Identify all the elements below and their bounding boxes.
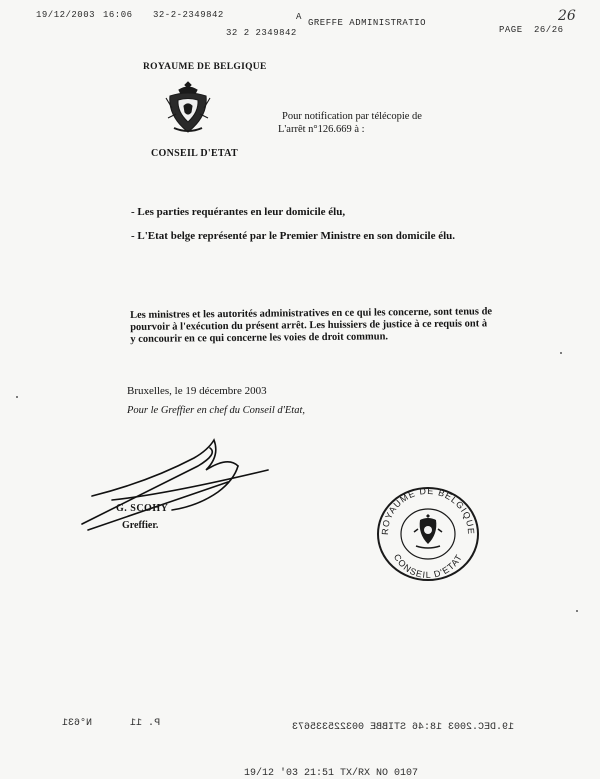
fax-time: 16:06 xyxy=(103,10,133,20)
fax-page-value: 26/26 xyxy=(534,25,564,35)
mirrored-footer-left xyxy=(62,718,160,729)
bottom-fax-footer: 19/12 '03 21:51 TX/RX NO 0107 xyxy=(244,768,419,779)
fax-number: 32-2-2349842 xyxy=(153,10,224,20)
notification-line-1: Pour notification par télécopie de xyxy=(282,111,422,122)
svg-text:CONSEIL D'ETAT xyxy=(392,552,464,580)
mirrored-page-marker: P. 11 xyxy=(130,718,161,729)
fax-page-label: PAGE xyxy=(499,25,523,35)
signatory-name: G. SCOHY xyxy=(116,503,169,514)
kingdom-heading: ROYAUME DE BELGIQUE xyxy=(143,62,267,72)
recipient-item-state: - L'Etat belge représenté par le Premier Ministre en son domicile élu. xyxy=(131,230,456,242)
handwritten-signature xyxy=(78,436,278,532)
place-date: Bruxelles, le 19 décembre 2003 xyxy=(127,385,267,397)
execution-clause-line: y concourir en ce qui concerne les voies de droit commun. xyxy=(130,331,389,345)
official-stamp-seal xyxy=(372,482,484,586)
fax-date: 19/12/2003 xyxy=(36,10,96,20)
fax-number-secondary: 32 2 2349842 xyxy=(226,28,297,38)
execution-clause-line: Les ministres et les autorités administratives en ce qui les concerne, sont tenus de xyxy=(130,306,493,321)
mirrored-footer-right: 19.DEC.2003 18:46 STIBBE 003225335673 xyxy=(292,722,515,733)
scan-speck xyxy=(576,610,578,612)
council-heading: CONSEIL D'ETAT xyxy=(151,148,238,159)
seal-bottom-text: CONSEIL D'ETAT xyxy=(391,552,465,581)
fax-recipient: GREFFE ADMINISTRATIO xyxy=(308,18,427,28)
seal-top-text: ROYAUME DE BELGIQUE xyxy=(379,485,477,536)
scan-speck xyxy=(560,352,562,354)
notification-line-2: L'arrêt n°126.669 à : xyxy=(278,124,365,135)
recipient-item-applicants: - Les parties requérantes en leur domicile élu, xyxy=(131,206,346,218)
mirrored-number: N°631 xyxy=(62,718,93,729)
execution-clause-line: pourvoir à l'exécution du présent arrêt. Les huissiers de justice à ce requis ont à xyxy=(130,318,488,333)
execution-clause xyxy=(130,306,530,346)
handwritten-page-number: 26 xyxy=(558,8,576,24)
clerk-attribution: Pour le Greffier en chef du Conseil d'Etat, xyxy=(127,405,305,416)
scan-speck xyxy=(16,396,18,398)
fax-recipient-marker: A xyxy=(296,12,302,22)
belgian-coat-of-arms-emblem xyxy=(162,78,214,136)
signatory-role: Greffier. xyxy=(122,520,159,531)
